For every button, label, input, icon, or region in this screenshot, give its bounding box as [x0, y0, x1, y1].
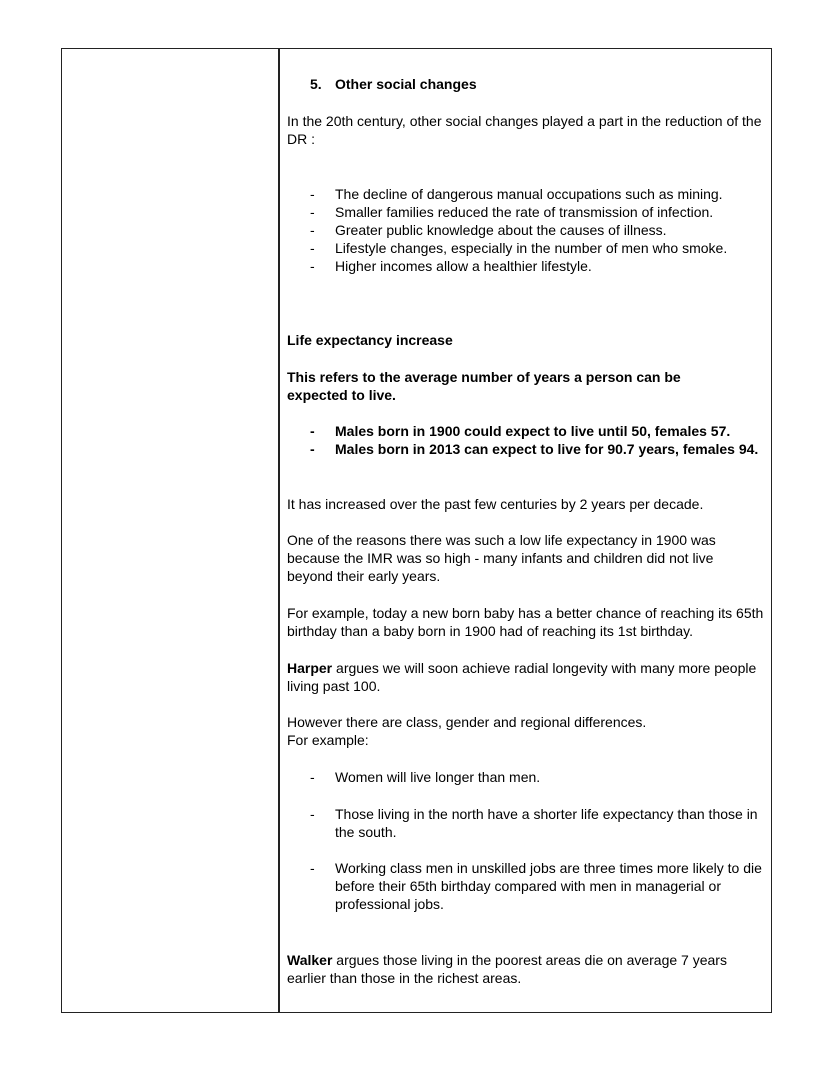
column-divider: [278, 48, 280, 1013]
paragraph: It has increased over the past few centuries by 2 years per decade.: [287, 496, 704, 512]
intro-paragraph: In the 20th century, other social changes played a part in the reduction of the DR :: [287, 113, 762, 147]
paragraph: For example, today a new born baby has a better chance of reaching its 65th birthday than a baby born in 1900 had of reaching its 1st birthday.: [287, 605, 764, 639]
list-item: - Smaller families reduced the rate of transmission of infection.: [310, 204, 714, 220]
paragraph: One of the reasons there was such a low life expectancy in 1900 was because the IMR was so high - many infants and children did not live beyond their early years.: [287, 532, 716, 584]
walker-paragraph: Walker argues those living in the poorest areas die on average 7 years earlier than those in the richest areas.: [287, 952, 727, 986]
list-item: - Greater public knowledge about the causes of illness.: [310, 222, 667, 238]
list-item: - Working class men in unskilled jobs are three times more likely to die before their 65th birthday compared with men in managerial or professional jobs.: [310, 860, 762, 912]
life-definition: This refers to the average number of years a person can be expected to live.: [287, 369, 681, 403]
list-item: - Those living in the north have a shorter life expectancy than those in the south.: [310, 806, 758, 840]
list-item: - The decline of dangerous manual occupations such as mining.: [310, 186, 723, 202]
harper-paragraph: Harper argues we will soon achieve radial longevity with many more people living past 100.: [287, 660, 757, 694]
list-item: - Lifestyle changes, especially in the number of men who smoke.: [310, 240, 728, 256]
life-expectancy-heading: Life expectancy increase: [287, 332, 453, 348]
paragraph: However there are class, gender and regional differences.: [287, 714, 647, 730]
list-item: - Males born in 2013 can expect to live for 90.7 years, females 94.: [310, 441, 759, 457]
section-heading: 5. Other social changes: [310, 76, 477, 92]
paragraph: For example:: [287, 732, 369, 748]
list-item: - Higher incomes allow a healthier lifestyle.: [310, 258, 592, 274]
list-item: - Women will live longer than men.: [310, 769, 541, 785]
list-item: - Males born in 1900 could expect to live until 50, females 57.: [310, 423, 731, 439]
